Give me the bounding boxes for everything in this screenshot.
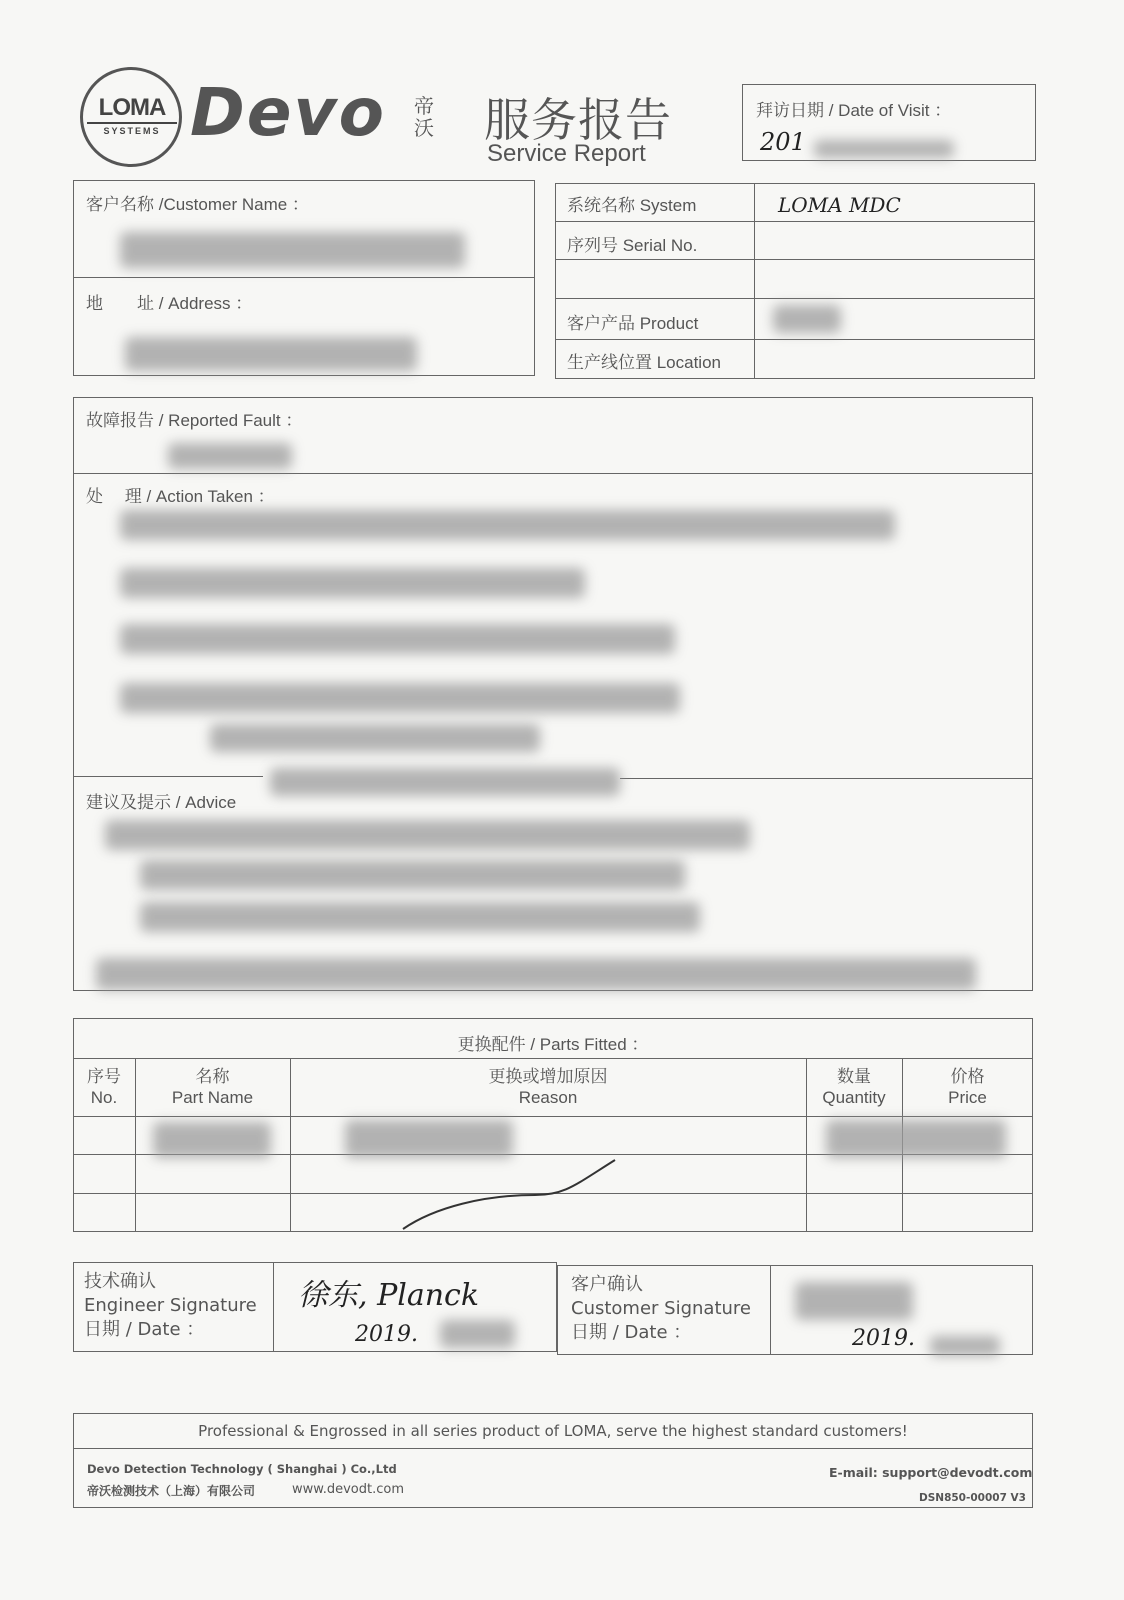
customer-date: 2019. [852,1326,915,1351]
advice-label: 建议及提示 / Advice [86,793,237,812]
action-line-1 [120,510,895,540]
redacted-date [814,140,954,158]
action-line-4 [120,683,680,713]
devo-logo: Devo [190,74,386,151]
col-part-name-header: 名称 Part Name [171,1067,254,1107]
advice-line-1 [270,768,620,796]
engineer-date-label: 日期 / Date ： [84,1319,205,1340]
engineer-date: 2019. [355,1322,418,1347]
company-name-cn: 帝沃检测技术（上海）有限公司 [87,1484,256,1498]
engineer-en-label: Engineer Signature [84,1295,257,1316]
location-label: 生产线位置 Location [567,353,721,372]
loma-logo-text: LOMA [87,94,177,124]
quantity-price-redacted [826,1120,1006,1158]
engineer-signature: 徐东, Planck [298,1278,480,1313]
product-redacted [773,305,841,333]
engineer-cn-label: 技术确认 [84,1271,156,1292]
action-line-3 [120,624,675,654]
serial-no-label: 序列号 Serial No. [567,236,698,255]
support-email-link[interactable]: E-mail: support@devodt.com [829,1465,1033,1480]
date-of-visit-label: 拜访日期 / Date of Visit ： [756,101,952,120]
page-title-en: Service Report [487,140,646,167]
parts-fitted-title: 更换配件 / Parts Fitted ： [457,1035,649,1054]
customer-date-redacted [930,1336,1000,1356]
action-line-5 [210,724,540,752]
customer-signature-labels [571,1273,751,1345]
advice-line-2 [105,820,750,850]
customer-name-label: 客户名称 /Customer Name ： [86,195,309,214]
col-price-header: 价格 Price [948,1067,987,1107]
footer-slogan: Professional & Engrossed in all series product of LOMA, serve the highest standard customers! [198,1422,908,1440]
customer-date-label: 日期 / Date ： [571,1322,692,1343]
action-line-2 [120,568,585,598]
reported-fault-label: 故障报告 / Reported Fault ： [86,411,303,430]
product-label: 客户产品 Product [567,314,699,333]
loma-logo [80,67,182,167]
strike-through-mark [395,1155,625,1235]
date-of-visit-value: 201 [760,128,806,156]
document-code: DSN850-00007 V3 [919,1492,1026,1504]
customer-signature-redacted [795,1282,913,1320]
customer-cn-label: 客户确认 [571,1274,643,1295]
address-label: 地 址 / Address ： [86,294,253,313]
devo-cn-logo: 帝沃 [414,96,434,140]
system-label: 系统名称 System [567,196,697,215]
advice-line-3 [140,860,685,890]
page-title-cn: 服务报告 [484,94,672,146]
advice-line-4 [140,902,700,932]
loma-logo-subtext: SYSTEMS [103,126,161,136]
customer-en-label: Customer Signature [571,1298,751,1319]
col-reason-header: 更换或增加原因 Reason [488,1067,608,1107]
engineer-date-redacted [440,1320,515,1348]
advice-line-5 [96,958,976,990]
reason-redacted [345,1120,513,1158]
action-taken-label: 处 理 / Action Taken ： [86,487,275,506]
address-redacted [125,337,417,371]
reported-fault-redacted [168,443,292,469]
col-quantity-header: 数量 Quantity [822,1067,886,1107]
engineer-signature-labels [84,1270,257,1342]
customer-name-redacted [120,232,465,268]
website-link[interactable]: www.devodt.com [292,1482,404,1497]
col-no-header: 序号 No. [87,1067,121,1107]
system-value: LOMA MDC [778,193,901,217]
part-name-redacted [153,1122,271,1158]
company-name-en: Devo Detection Technology ( Shanghai ) Co.,Ltd [87,1462,397,1476]
